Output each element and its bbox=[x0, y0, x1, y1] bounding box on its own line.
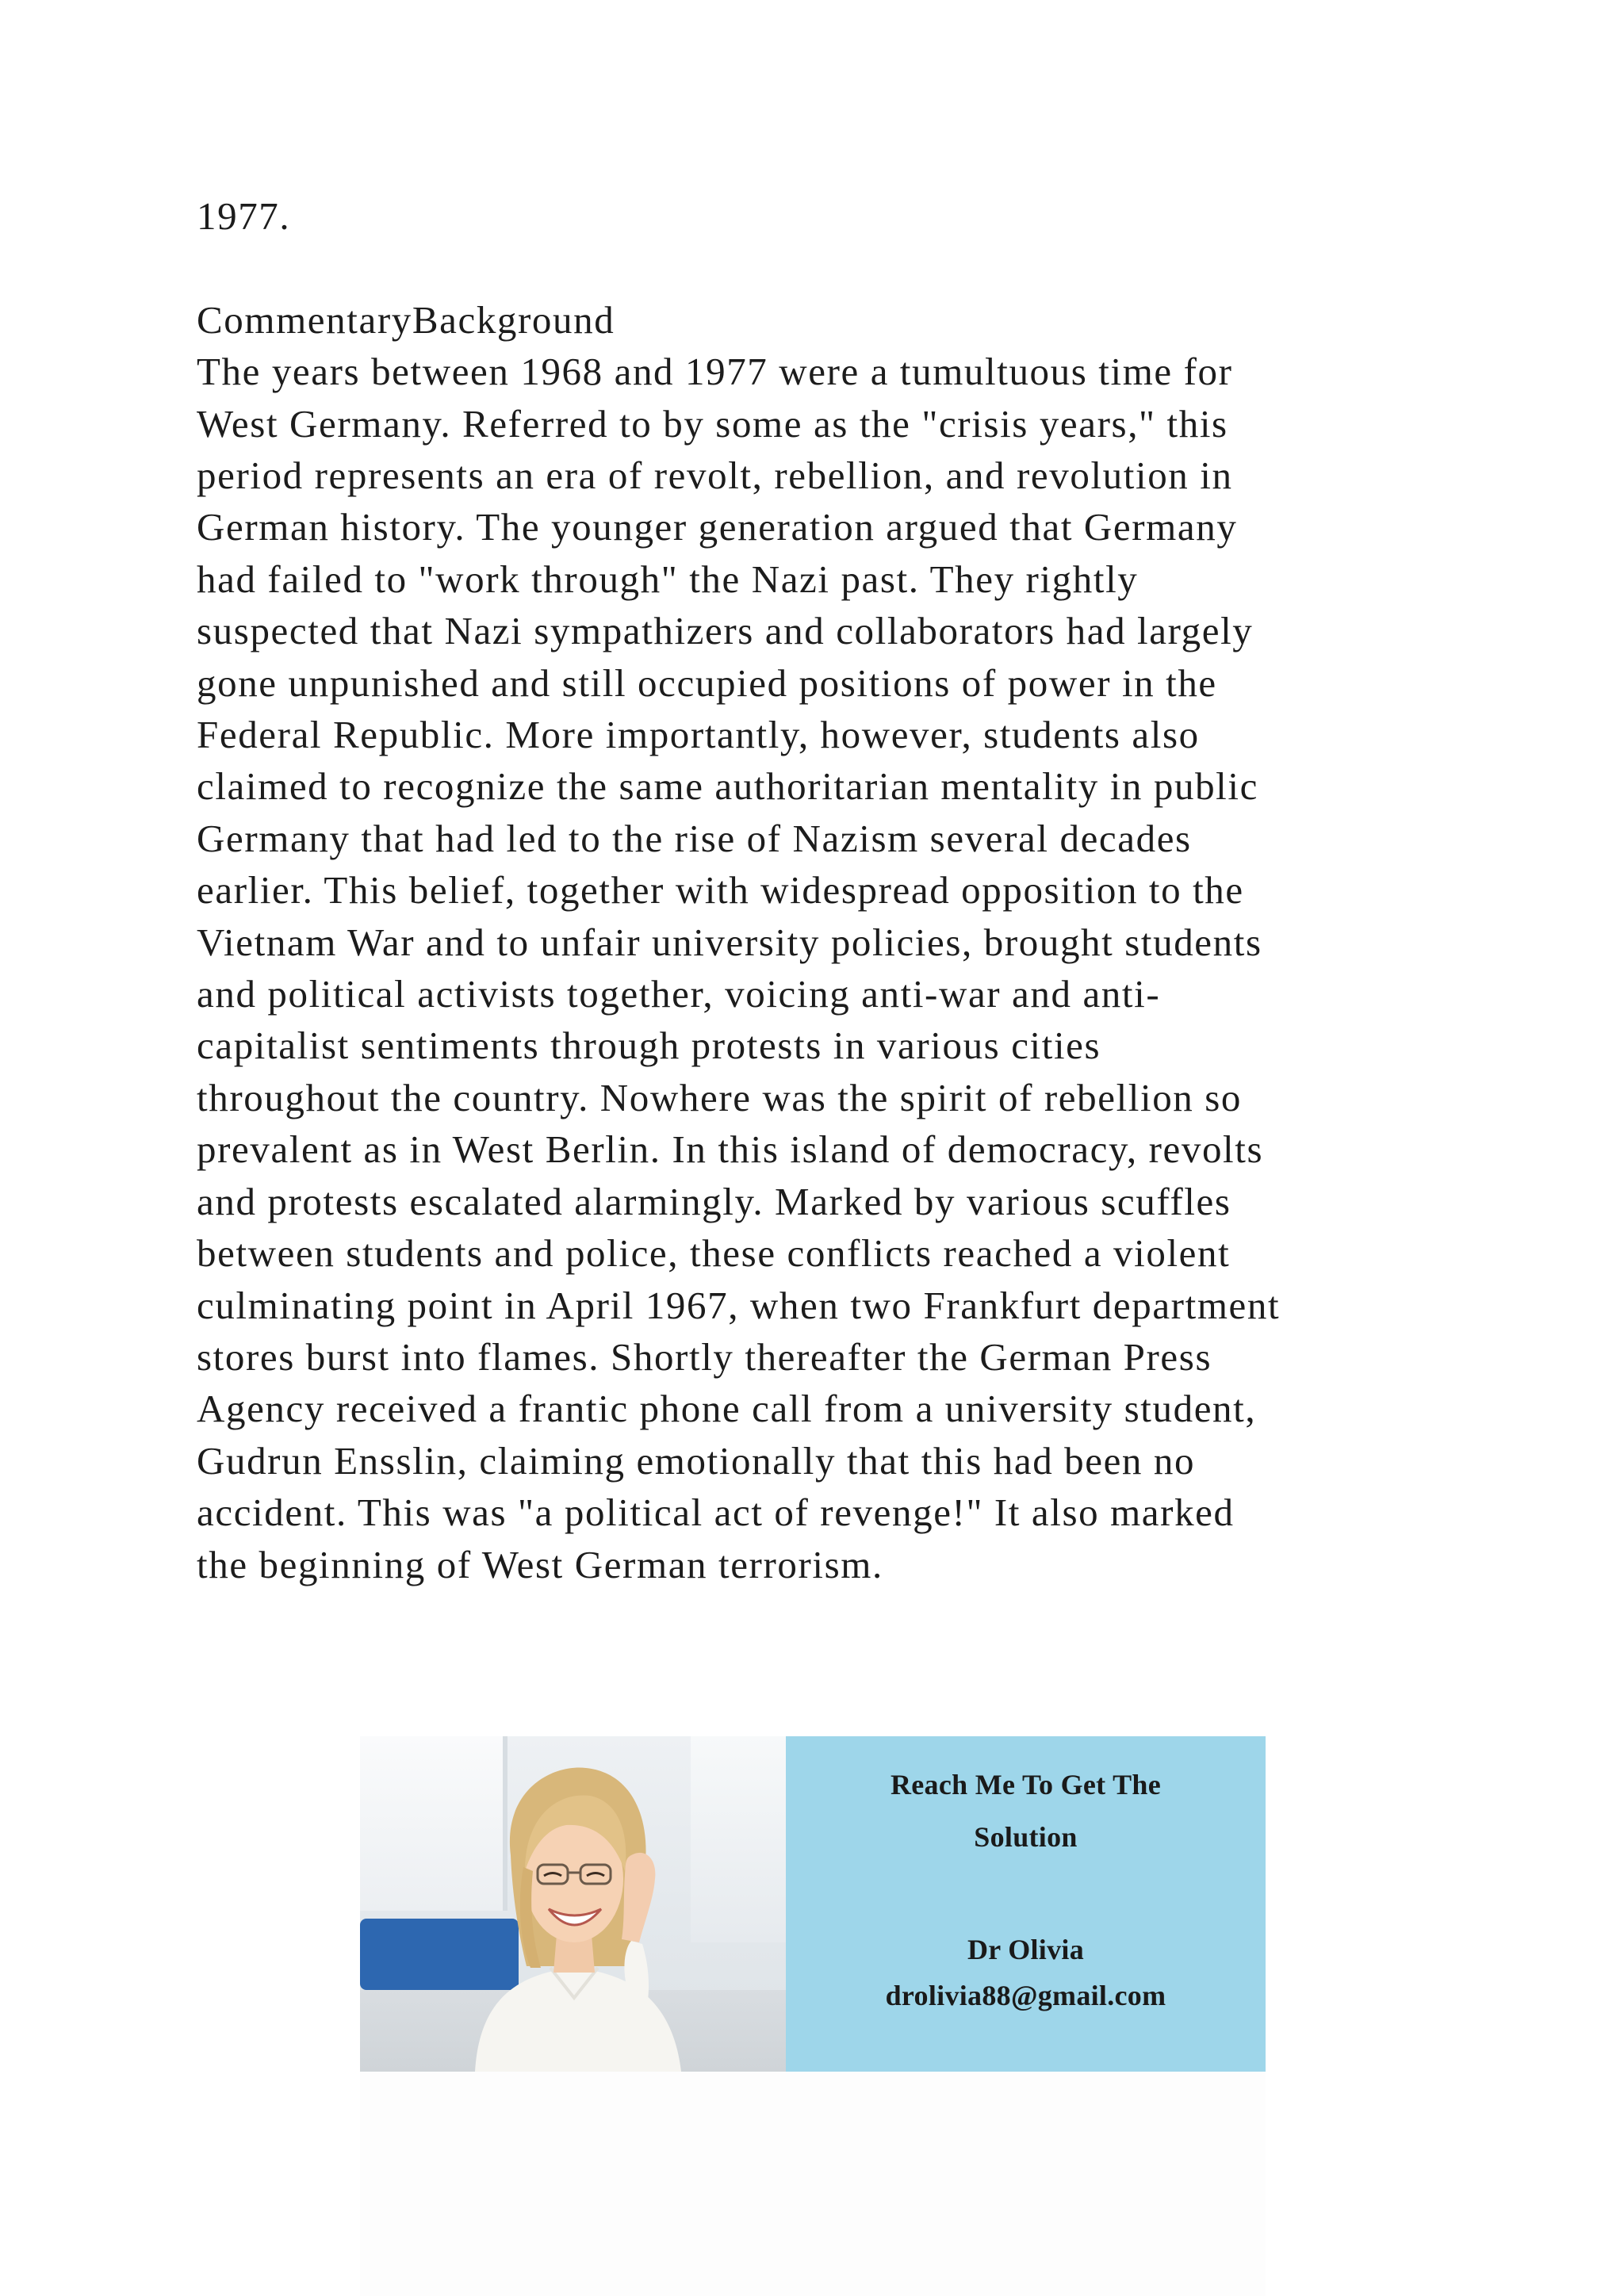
body-line: West Germany. Referred to by some as the "crisis years," this bbox=[197, 401, 1228, 446]
tutor-photo bbox=[360, 1736, 786, 2072]
body-line: Vietnam War and to unfair university policies, brought students bbox=[197, 920, 1262, 964]
body-line: the beginning of West German terrorism. bbox=[197, 1542, 883, 1586]
body-line: The years between 1968 and 1977 were a tumultuous time for bbox=[197, 350, 1233, 394]
body-line: Federal Republic. More importantly, however, students also bbox=[197, 713, 1200, 757]
contact-name: Dr Olivia bbox=[967, 1934, 1085, 1965]
body-line: Gudrun Ensslin, claiming emotionally that this had been no bbox=[197, 1438, 1196, 1483]
body-line: period represents an era of revolt, rebellion, and revolution in bbox=[197, 453, 1233, 498]
body-line: gone unpunished and still occupied positions of power in the bbox=[197, 660, 1217, 705]
body-line: prevalent as in West Berlin. In this island of democracy, revolts bbox=[197, 1127, 1264, 1172]
body-line: Agency received a frantic phone call from a university student, bbox=[197, 1387, 1257, 1431]
body-line: had failed to "work through" the Nazi past. They rightly bbox=[197, 557, 1139, 601]
body-line: and protests escalated alarmingly. Marked by various scuffles bbox=[197, 1179, 1231, 1223]
image-padding bbox=[360, 2072, 1266, 2296]
body-line: Germany that had led to the rise of Nazism several decades bbox=[197, 816, 1192, 860]
body-line: throughout the country. Nowhere was the spirit of rebellion so bbox=[197, 1075, 1243, 1119]
body-line: culminating point in April 1967, when two Frankfurt department bbox=[197, 1283, 1281, 1327]
body-line: accident. This was "a political act of revenge!" It also marked bbox=[197, 1490, 1235, 1535]
document-text bbox=[197, 190, 1497, 1590]
body-line: capitalist sentiments through protests in various cities bbox=[197, 1024, 1101, 1068]
date-line: 1977. bbox=[197, 194, 291, 238]
body-line: earlier. This belief, together with widespread opposition to the bbox=[197, 868, 1244, 913]
body-line: between students and police, these conflicts reached a violent bbox=[197, 1231, 1231, 1276]
body-line: suspected that Nazi sympathizers and collaborators had largely bbox=[197, 609, 1254, 653]
body-line: German history. The younger generation argued that Germany bbox=[197, 505, 1238, 549]
blank-line bbox=[197, 242, 1497, 293]
contact-card[interactable] bbox=[786, 1736, 1266, 2072]
smiling-woman-illustration bbox=[455, 1760, 693, 2072]
background-window bbox=[691, 1736, 786, 1942]
promo-headline: Solution bbox=[974, 1821, 1078, 1853]
section-heading: CommentaryBackground bbox=[197, 297, 615, 342]
promo-headline: Reach Me To Get The bbox=[890, 1769, 1162, 1800]
contact-email[interactable]: drolivia88@gmail.com bbox=[885, 1980, 1166, 2011]
body-line: stores burst into flames. Shortly thereafter the German Press bbox=[197, 1334, 1212, 1379]
promo-banner[interactable] bbox=[360, 1736, 1266, 2072]
body-line: and political activists together, voicing anti-war and anti- bbox=[197, 972, 1161, 1016]
body-line: claimed to recognize the same authoritarian mentality in public bbox=[197, 764, 1258, 809]
